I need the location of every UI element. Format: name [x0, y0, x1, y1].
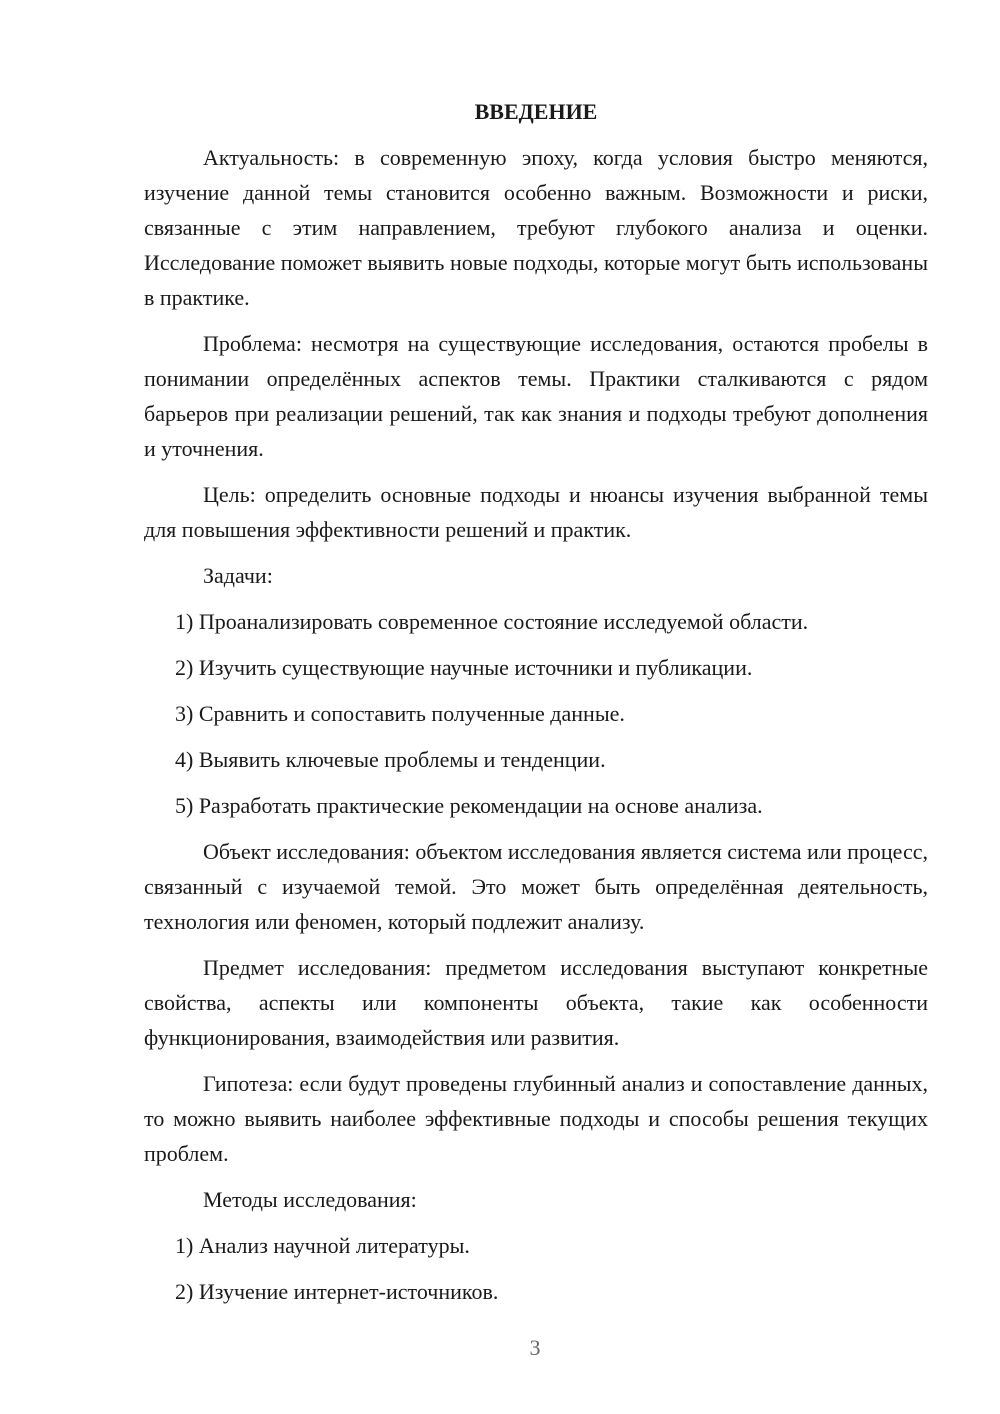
page-number: 3 — [529, 1335, 541, 1360]
goal-paragraph: Цель: определить основные подходы и нюансы изучения выбранной темы для повышения эффективности решений и практик. — [144, 482, 928, 542]
section-title: ВВЕДЕНИЕ — [474, 99, 598, 124]
hypothesis-paragraph: Гипотеза: если будут проведены глубинный анализ и сопоставление данных, то можно выявить наиболее эффективные подходы и способы решения текущих проблем. — [144, 1071, 928, 1166]
tasks-list — [144, 604, 928, 823]
method-item: 1) Анализ научной литературы. — [175, 1233, 470, 1258]
object-paragraph: Объект исследования: объектом исследования является система или процесс, связанный с изучаемой темой. Это может быть определённая деятельность, технология или феномен, который подлежит анализу. — [144, 839, 928, 934]
relevance-paragraph: Актуальность: в современную эпоху, когда условия быстро меняются, изучение данной темы становится особенно важным. Возможности и риски, связанные с этим направлением, требуют глубокого анализа и оценки. Исследование поможет выявить новые подходы, которые могут быть использованы в практике. — [144, 145, 928, 310]
task-item: 1) Проанализировать современное состояние исследуемой области. — [175, 609, 809, 634]
methods-heading: Методы исследования: — [203, 1187, 417, 1212]
problem-paragraph: Проблема: несмотря на существующие исследования, остаются пробелы в понимании определённых аспектов темы. Практики сталкиваются с рядом барьеров при реализации решений, так как знания и подходы требуют дополнения и уточнения. — [144, 331, 928, 461]
method-item: 2) Изучение интернет-источников. — [175, 1279, 499, 1304]
subject-paragraph: Предмет исследования: предметом исследования выступают конкретные свойства, аспекты или компоненты объекта, такие как особенности функционирования, взаимодействия или развития. — [144, 955, 928, 1050]
task-item: 2) Изучить существующие научные источники и публикации. — [175, 655, 753, 680]
page-content — [144, 94, 928, 1320]
task-item: 4) Выявить ключевые проблемы и тенденции. — [175, 747, 606, 772]
task-item: 3) Сравнить и сопоставить полученные данные. — [175, 701, 625, 726]
tasks-heading: Задачи: — [203, 563, 273, 588]
task-item: 5) Разработать практические рекомендации на основе анализа. — [175, 793, 763, 818]
methods-list — [144, 1228, 928, 1309]
